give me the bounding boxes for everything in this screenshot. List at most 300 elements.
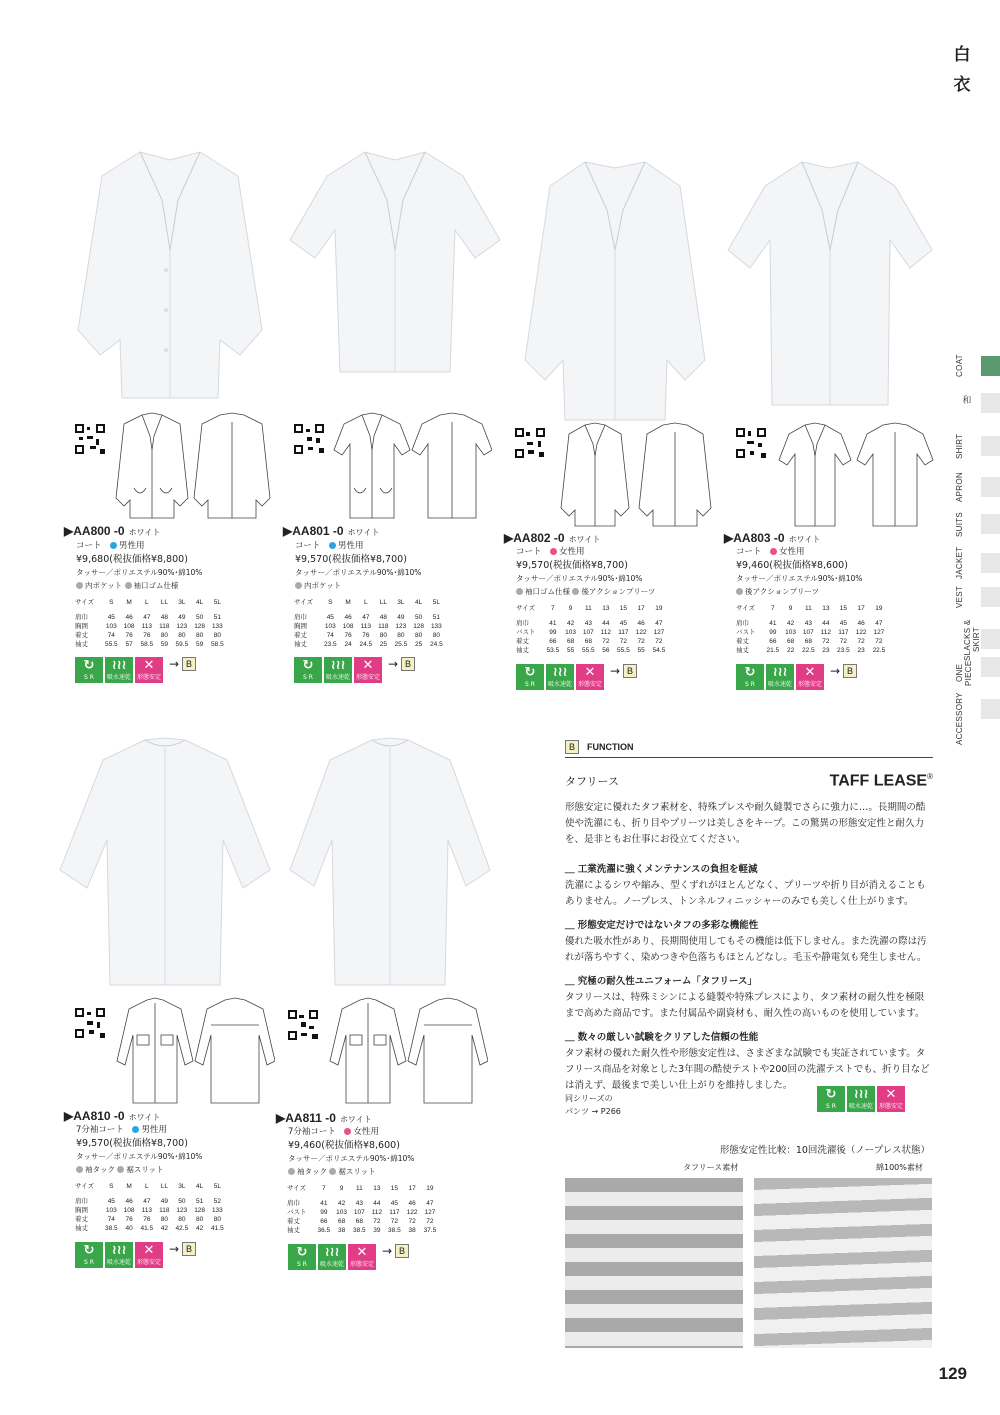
size-cell: 43 xyxy=(355,1200,363,1207)
size-table-row xyxy=(284,1217,439,1226)
sidenav-label: SHIRT xyxy=(955,433,964,459)
product-info xyxy=(736,546,862,598)
series-note-line: 同シリーズの xyxy=(565,1094,613,1103)
size-cell: 117 xyxy=(618,629,629,636)
qr-code-icon[interactable] xyxy=(736,428,766,458)
size-cell: 49 xyxy=(397,614,405,621)
form-stable-icon: ✕ xyxy=(885,1087,897,1102)
size-table xyxy=(72,598,227,649)
size-cell: 39 xyxy=(373,1227,381,1234)
product-code-text: AA811 -0 xyxy=(285,1111,336,1125)
size-header-cell: サイズ xyxy=(736,605,755,612)
size-header-cell: 5L xyxy=(432,599,440,606)
function-b-link[interactable] xyxy=(169,1242,196,1256)
size-cell: 54.5 xyxy=(652,647,666,654)
b-badge: B xyxy=(401,657,415,671)
absorb-quickdry-badge xyxy=(318,1244,346,1270)
product-gender: 男性用 xyxy=(119,541,145,551)
size-cell: 80 xyxy=(379,632,387,639)
size-cell: 127 xyxy=(424,1209,436,1216)
badge-label: S R xyxy=(84,1259,94,1266)
product-type: 7分袖コート xyxy=(288,1127,336,1137)
size-table-row xyxy=(513,646,668,655)
gender-dot-icon xyxy=(329,542,336,549)
function-section-title: ＿ 工業洗濯に強くメンテナンスの負担を軽減 xyxy=(565,864,758,876)
product-info xyxy=(76,540,202,592)
product-price: ¥9,460(税抜価格¥8,600) xyxy=(288,1140,400,1151)
size-cell: 24 xyxy=(344,641,352,648)
sr-badge xyxy=(75,657,103,683)
sr-badge xyxy=(294,657,322,683)
size-table-row xyxy=(284,1199,439,1208)
size-cell: 47 xyxy=(426,1200,434,1207)
size-header-cell: 3L xyxy=(397,599,405,606)
size-cell: 66 xyxy=(320,1218,328,1225)
size-cell: 24.5 xyxy=(359,641,373,648)
product-gender: 男性用 xyxy=(338,541,364,551)
size-header-cell: 11 xyxy=(584,605,592,612)
function-b-link[interactable] xyxy=(382,1244,409,1258)
size-header-cell: 9 xyxy=(339,1185,344,1192)
absorb-quickdry-icon: ≀≀≀ xyxy=(330,658,346,673)
size-cell: 45 xyxy=(326,614,334,621)
function-b-link[interactable] xyxy=(388,657,415,671)
size-cell: 72 xyxy=(619,638,627,645)
arrow-right-icon: → xyxy=(610,664,621,678)
product-feature: 袖タック xyxy=(297,1167,327,1176)
feature-dot-icon xyxy=(117,1166,124,1173)
size-cell: 128 xyxy=(194,1207,206,1214)
size-cell: 68 xyxy=(566,638,575,645)
size-cell: 74 xyxy=(107,632,115,639)
size-header-cell: 17 xyxy=(408,1185,416,1192)
product-code-text: AA810 -0 xyxy=(73,1109,125,1123)
sidenav-label: 和 xyxy=(962,395,972,405)
product-gender: 女性用 xyxy=(353,1127,379,1137)
absorb-quickdry-icon: ≀≀≀ xyxy=(111,658,127,673)
sidenav-label: SLACKS & SKIRT xyxy=(963,619,981,661)
sidenav-item-accessory[interactable] xyxy=(955,692,1000,745)
size-cell: 128 xyxy=(194,623,206,630)
size-header-cell: M xyxy=(345,599,351,606)
function-b-link[interactable] xyxy=(830,664,857,678)
swatch-label-taff: タフリース素材 xyxy=(683,1163,739,1172)
size-cell: 76 xyxy=(143,632,151,639)
product-code-text: AA800 -0 xyxy=(73,524,125,538)
page-title xyxy=(952,40,972,100)
size-cell: 51 xyxy=(213,614,221,621)
product-color: ホワイト xyxy=(128,528,161,537)
size-cell: 41.5 xyxy=(211,1225,224,1232)
size-cell: 80 xyxy=(397,632,405,639)
qr-code-icon[interactable] xyxy=(515,428,545,458)
size-header-cell: L xyxy=(145,599,149,606)
sidenav-item-apron[interactable] xyxy=(955,470,1000,504)
size-cell: 127 xyxy=(653,629,665,636)
size-cell: 肩巾 xyxy=(287,1200,300,1207)
size-cell: 25 xyxy=(379,641,387,648)
size-cell: 22.5 xyxy=(802,647,815,654)
size-cell: 113 xyxy=(141,1207,153,1214)
sidenav-tab xyxy=(981,477,1000,497)
size-cell: 袖丈 xyxy=(287,1227,300,1234)
qr-code-icon[interactable] xyxy=(288,1010,318,1040)
badge-label: 形態安定 xyxy=(349,1261,374,1268)
product-feature: 袖口ゴム仕様 xyxy=(525,587,570,596)
size-cell: 80 xyxy=(432,632,440,639)
size-cell: 68 xyxy=(355,1218,363,1225)
product-type: コート xyxy=(76,541,102,551)
size-table xyxy=(291,598,446,649)
function-b-link[interactable] xyxy=(610,664,637,678)
badge-label: 吸水速乾 xyxy=(767,681,792,688)
b-badge: B xyxy=(182,657,196,671)
sidenav-label: ACCESSORY xyxy=(955,692,964,745)
badge-label: 吸水速乾 xyxy=(848,1103,873,1110)
product-color: ホワイト xyxy=(788,535,821,544)
function-header xyxy=(565,740,933,758)
product-info xyxy=(295,540,421,592)
size-table-row xyxy=(291,622,446,631)
size-cell: 80 xyxy=(196,1216,204,1223)
size-cell: 36.5 xyxy=(317,1227,331,1234)
sidenav-tab xyxy=(981,657,1000,677)
size-cell: 42 xyxy=(566,620,575,627)
size-cell: 46 xyxy=(408,1200,416,1207)
size-cell: 113 xyxy=(360,623,372,630)
size-cell: 122 xyxy=(406,1209,418,1216)
coat-photo-aa801 xyxy=(285,140,505,380)
size-table-row xyxy=(513,637,668,646)
sr-icon: ↻ xyxy=(825,1087,837,1102)
size-cell: 76 xyxy=(143,1216,151,1223)
sidenav-item-coat[interactable] xyxy=(955,355,1000,377)
size-table-row xyxy=(733,628,888,637)
qr-code-icon[interactable] xyxy=(75,424,105,454)
badge-label: 形態安定 xyxy=(878,1103,903,1110)
size-cell: 117 xyxy=(838,629,849,636)
absorb-quickdry-badge xyxy=(847,1086,875,1112)
sr-badge xyxy=(817,1086,845,1112)
coat-sketch-aa811 xyxy=(328,995,488,1107)
size-cell: 胸囲 xyxy=(294,623,307,630)
function-section-title: ＿ 究極の耐久性ユニフォーム「タフリース」 xyxy=(565,976,757,988)
function-section-body: 優れた吸水性があり、長期間使用してもその機能は低下しません。また洗濯の際は汚れが落ちやすく、染めつきや色落ちもほとんどなし。毛玉や静電気も発生しません。 xyxy=(565,936,927,964)
size-cell: 80 xyxy=(213,1216,221,1223)
feature-dot-icon xyxy=(288,1168,295,1175)
absorb-quickdry-badge xyxy=(105,657,133,683)
size-cell: 118 xyxy=(378,623,389,630)
product-feature: 内ポケット xyxy=(85,581,123,590)
product-price: ¥9,570(税抜価格¥8,700) xyxy=(76,1138,188,1149)
size-cell: 68 xyxy=(584,638,592,645)
form-stable-badge xyxy=(796,664,824,690)
size-cell: 74 xyxy=(107,1216,115,1223)
product-info xyxy=(288,1126,414,1178)
size-cell: 38.5 xyxy=(388,1227,401,1234)
badge-label: S R xyxy=(297,1261,307,1268)
sidenav-item-suits[interactable] xyxy=(955,509,1000,539)
absorb-quickdry-icon: ≀≀≀ xyxy=(853,1087,869,1102)
sidenav-label: SUITS xyxy=(955,511,964,537)
gender-dot-icon xyxy=(132,1126,139,1133)
product-feature: 裾スリット xyxy=(126,1165,164,1174)
size-cell: 55.5 xyxy=(104,641,118,648)
absorb-quickdry-icon: ≀≀≀ xyxy=(772,665,788,680)
size-table-header xyxy=(513,604,668,619)
size-cell: 72 xyxy=(408,1218,416,1225)
size-cell: 着丈 xyxy=(75,632,88,639)
size-cell: 74 xyxy=(326,632,334,639)
size-header-cell: S xyxy=(328,599,333,606)
size-cell: 44 xyxy=(373,1200,381,1207)
badge-label: 形態安定 xyxy=(355,674,380,681)
size-cell: 40 xyxy=(125,1225,133,1232)
product-feature: 後アクションプリーツ xyxy=(581,587,656,596)
size-cell: 112 xyxy=(820,629,832,636)
product-code: ▶AA800 -0 ホワイト xyxy=(64,524,161,538)
product-info xyxy=(516,546,655,598)
sr-icon: ↻ xyxy=(83,1243,95,1258)
size-table-header xyxy=(72,598,227,613)
product-price: ¥9,570(税抜価格¥8,700) xyxy=(295,554,407,565)
form-stable-icon: ✕ xyxy=(804,665,816,680)
size-table-row xyxy=(291,613,446,622)
size-cell: 着丈 xyxy=(294,632,307,639)
product-code: ▶AA811 -0 ホワイト xyxy=(276,1111,372,1125)
size-table-row xyxy=(72,631,227,640)
form-stable-badge xyxy=(354,657,382,683)
size-header-cell: 15 xyxy=(390,1185,398,1192)
size-header-cell: 5L xyxy=(213,1183,221,1190)
feature-dot-icon xyxy=(76,582,83,589)
size-cell: 72 xyxy=(839,638,847,645)
sidenav-item-wa[interactable] xyxy=(955,393,1000,415)
size-table-row xyxy=(513,628,668,637)
size-cell: 80 xyxy=(160,1216,168,1223)
sr-badge xyxy=(75,1242,103,1268)
qr-code-icon[interactable] xyxy=(294,424,324,454)
size-cell: 38.5 xyxy=(104,1225,118,1232)
absorb-quickdry-badge xyxy=(105,1242,133,1268)
function-section xyxy=(565,918,933,966)
size-cell: 45 xyxy=(390,1200,398,1207)
product-material: タッサー／ポリエステル90%･綿10% xyxy=(516,574,643,583)
product-material: タッサー／ポリエステル90%･綿10% xyxy=(736,574,863,583)
size-cell: 72 xyxy=(637,638,645,645)
size-header-cell: 3L xyxy=(178,599,186,606)
size-cell: 53.5 xyxy=(546,647,560,654)
registered-mark: ® xyxy=(927,772,933,781)
arrow-right-icon: → xyxy=(169,1242,180,1256)
size-cell: 45 xyxy=(107,1198,115,1205)
function-section-title: ＿ 形態安定だけではないタフの多彩な機能性 xyxy=(565,920,759,932)
size-cell: 68 xyxy=(786,638,795,645)
size-cell: 25 xyxy=(415,641,423,648)
comparison-title: 形態安定性比較：10回洗濯後（ノープレス状態） xyxy=(719,1145,930,1156)
arrow-right-icon: → xyxy=(382,1244,393,1258)
function-title-en-text: TAFF LEASE xyxy=(829,772,928,790)
badge-label: 形態安定 xyxy=(577,681,602,688)
size-header-cell: S xyxy=(109,1183,114,1190)
size-header-cell: L xyxy=(145,1183,149,1190)
size-table-row xyxy=(284,1226,439,1235)
sidenav-item-shirt[interactable] xyxy=(955,431,1000,461)
absorb-quickdry-badge xyxy=(324,657,352,683)
sr-icon: ↻ xyxy=(744,665,756,680)
size-table-header xyxy=(72,1182,227,1197)
size-cell: 袖丈 xyxy=(294,641,307,648)
size-cell: 47 xyxy=(143,1198,151,1205)
sidenav-tab xyxy=(981,436,1000,456)
size-table-row xyxy=(72,1224,227,1233)
size-cell: 80 xyxy=(415,632,423,639)
size-cell: 72 xyxy=(875,638,883,645)
size-cell: 68 xyxy=(337,1218,346,1225)
size-header-cell: LL xyxy=(160,1183,168,1190)
size-cell: 41 xyxy=(320,1200,328,1207)
size-cell: 59 xyxy=(196,641,204,648)
page-title-char: 衣 xyxy=(953,75,971,95)
size-cell: 55.5 xyxy=(617,647,630,654)
product-feature: 内ポケット xyxy=(304,581,342,590)
sr-icon: ↻ xyxy=(296,1245,308,1260)
function-b-badge: B xyxy=(565,740,579,754)
size-cell: 103 xyxy=(785,629,797,636)
series-link[interactable]: パンツ → P266 xyxy=(565,1107,621,1116)
size-cell: バスト xyxy=(287,1209,307,1216)
function-heading: FUNCTION xyxy=(587,742,634,752)
function-b-link[interactable] xyxy=(169,657,196,671)
sidenav-item-vest[interactable] xyxy=(955,585,1000,609)
sidenav-tab xyxy=(981,699,1000,719)
size-header-cell: LL xyxy=(160,599,168,606)
size-cell: 123 xyxy=(176,623,188,630)
size-cell: 22 xyxy=(786,647,795,654)
gender-dot-icon xyxy=(110,542,117,549)
function-intro: 形態安定に優れたタフ素材を、特殊プレスや耐久縫製でさらに強力に…。長期間の酷使や洗濯にも、折り目やプリーツは美しさをキープ。この驚異の形態安定性と耐久力を、是非ともお仕事にお役立てください。 xyxy=(565,802,926,846)
feature-dot-icon xyxy=(516,588,523,595)
size-cell: 着丈 xyxy=(75,1216,88,1223)
size-cell: 80 xyxy=(178,632,186,639)
size-cell: 42 xyxy=(337,1200,346,1207)
sidenav-tab xyxy=(981,587,1000,607)
size-cell: 122 xyxy=(635,629,647,636)
badge-label: S R xyxy=(84,674,94,681)
feature-badges xyxy=(75,657,196,683)
size-cell: 袖丈 xyxy=(736,647,749,654)
coat-photo-aa810 xyxy=(55,730,275,990)
badge-label: S R xyxy=(525,681,535,688)
page-title-char: 白 xyxy=(953,45,971,65)
size-cell: 76 xyxy=(125,632,133,639)
function-section xyxy=(565,974,933,1022)
size-cell: 133 xyxy=(211,623,223,630)
b-badge: B xyxy=(395,1244,409,1258)
sr-icon: ↻ xyxy=(83,658,95,673)
product-gender: 女性用 xyxy=(559,547,585,557)
size-cell: 52 xyxy=(213,1198,221,1205)
size-header-cell: 13 xyxy=(373,1185,381,1192)
size-cell: 46 xyxy=(857,620,865,627)
sr-icon: ↻ xyxy=(524,665,536,680)
size-cell: 80 xyxy=(196,632,204,639)
size-cell: 42 xyxy=(196,1225,204,1232)
size-cell: 112 xyxy=(371,1209,383,1216)
category-sidenav xyxy=(955,354,1000,745)
badge-label: 吸水速乾 xyxy=(547,681,572,688)
function-section xyxy=(565,862,933,910)
size-cell: 112 xyxy=(600,629,612,636)
size-cell: 48 xyxy=(160,614,168,621)
size-cell: 55 xyxy=(566,647,575,654)
size-table xyxy=(513,604,668,655)
size-cell: 103 xyxy=(336,1209,348,1216)
size-header-cell: 13 xyxy=(602,605,610,612)
function-title-jp: タフリース xyxy=(565,775,620,789)
size-table-header xyxy=(291,598,446,613)
feature-dot-icon xyxy=(125,582,132,589)
size-header-cell: 17 xyxy=(637,605,645,612)
product-feature: 裾スリット xyxy=(338,1167,376,1176)
coat-sketch-aa802 xyxy=(555,420,715,530)
size-cell: 袖丈 xyxy=(75,641,88,648)
size-cell: 25.5 xyxy=(394,641,408,648)
size-header-cell: LL xyxy=(379,599,387,606)
product-feature: 袖タック xyxy=(85,1165,115,1174)
size-cell: 50 xyxy=(178,1198,186,1205)
sidenav-label: JACKET xyxy=(955,546,964,580)
size-cell: 59 xyxy=(160,641,168,648)
size-cell: 122 xyxy=(855,629,867,636)
size-header-cell: S xyxy=(109,599,114,606)
size-header-cell: サイズ xyxy=(75,599,94,606)
function-section xyxy=(565,1030,933,1094)
size-cell: 123 xyxy=(176,1207,188,1214)
gender-dot-icon xyxy=(550,548,557,555)
badge-label: 吸水速乾 xyxy=(325,674,350,681)
sidenav-item-jacket[interactable] xyxy=(955,545,1000,581)
product-price: ¥9,570(税抜価格¥8,700) xyxy=(516,560,628,571)
function-section-title: ＿ 数々の厳しい試験をクリアした信頼の性能 xyxy=(565,1032,759,1044)
size-cell: 56 xyxy=(602,647,610,654)
size-cell: 55.5 xyxy=(582,647,595,654)
size-cell: 55 xyxy=(637,647,645,654)
size-cell: 肩巾 xyxy=(294,614,307,621)
coat-photo-aa800 xyxy=(70,140,270,410)
coat-sketch-aa803 xyxy=(775,420,935,530)
arrow-right-icon: → xyxy=(388,657,399,671)
size-cell: バスト xyxy=(516,629,536,636)
qr-code-icon[interactable] xyxy=(75,1008,105,1038)
absorb-quickdry-badge xyxy=(546,664,574,690)
absorb-quickdry-badge xyxy=(766,664,794,690)
size-cell: 107 xyxy=(353,1209,365,1216)
size-header-cell: 15 xyxy=(839,605,847,612)
product-type: 7分袖コート xyxy=(76,1125,124,1135)
form-stable-badge xyxy=(877,1086,905,1112)
product-code-text: AA801 -0 xyxy=(292,524,344,538)
size-table-row xyxy=(733,637,888,646)
size-cell: 41 xyxy=(769,620,777,627)
size-cell: 42 xyxy=(786,620,795,627)
size-cell: 51 xyxy=(432,614,440,621)
sidenav-item-slacks-onepiece[interactable] xyxy=(955,619,1000,687)
size-cell: 99 xyxy=(320,1209,328,1216)
size-cell: 47 xyxy=(875,620,883,627)
size-cell: 23 xyxy=(857,647,865,654)
size-cell: 72 xyxy=(390,1218,398,1225)
